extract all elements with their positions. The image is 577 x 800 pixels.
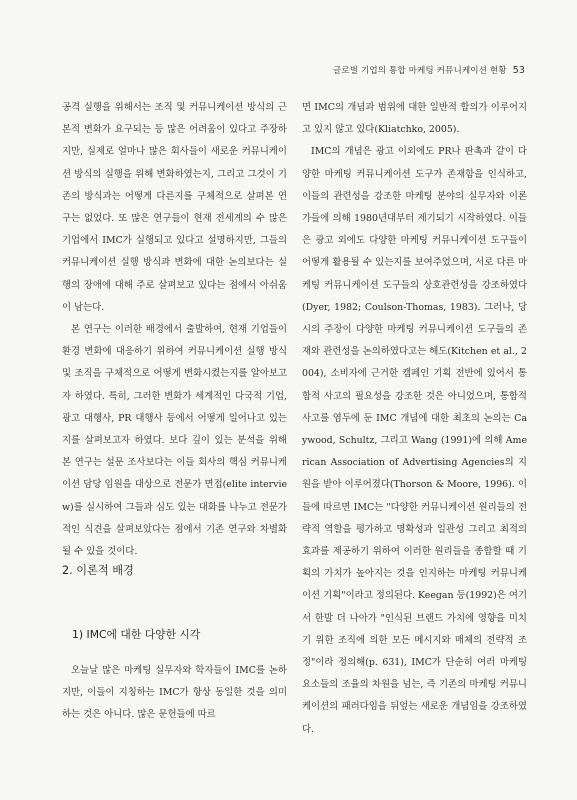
left-paragraph-2: 본 연구는 이러한 배경에서 출발하여, 현재 기업들이 환경 변화에 대응하기 위하여 커뮤니케이션 실행 방식 및 조직을 구체적으로 어떻게 변화시켰는지를 알아보고자 하였다. 특히, 그러한 변화가 세계적인 다국적 기업, 광고 대행사, PR 대행사 등에서 어떻게 일어나고 있는지를 살펴보고자 하였다. 보다 깊이 있는 분석을 위해 본 연구는 설문 조사보다는 이들 회사의 핵심 커뮤니케이션 담당 임원을 대상으로 전문가 면접(elite interview)를 실시하여 그들과 심도 있는 대화를 나누고 전문가적인 식견을 살펴보았다는 점에서 기존 연구와 차별화 될 수 있을 것이다. [62, 324, 287, 558]
running-head-title: 글로벌 기업의 통합 마케팅 커뮤니케이션 현황 [332, 66, 507, 76]
left-column [62, 97, 287, 563]
right-paragraph-1: 면 IMC의 개념과 범위에 대한 일반적 합의가 이루어지고 있지 않고 있다(Kliatchko, 2005). [302, 102, 527, 136]
right-paragraph-2: IMC의 개념은 광고 이외에도 PR나 판촉과 같이 다양한 마케팅 커뮤니케이션 도구가 존재함을 인식하고, 이들의 관련성을 강조한 마케팅 분야의 실무자와 이론가들에 의해 1980년대부터 제기되기 시작하였다. 이들은 광고 외에도 다양한 마케팅 커뮤니케이션 도구들이 어떻게 활용될 수 있는지를 보여주었으며, 서로 다른 마케팅 커뮤니케이션 도구들의 상호관련성을 강조하였다(Dyer, 1982; Coulson-Thomas, 1983). 그러나, 당시의 주장이 다양한 마케팅 커뮤니케이션 도구들의 존재와 관련성을 논의하였다고는 해도(Kitchen et al., 2004), 소비자에 근거한 캠페인 기획 전반에 있어서 통합적 사고의 필요성을 강조한 것은 아니었으며, 통합적 사고를 염두에 둔 IMC 개념에 대한 최초의 논의는 Caywood, Schultz, 그리고 Wang (1991)에 의해 American Association of Advertising Agencies의 지원을 받아 이루어졌다(Thorson & Moore, 1996). 이들에 따르면 IMC는 "다양한 커뮤니케이션 원리들의 전략적 역할을 평가하고 명확성과 일관성 그리고 최적의 효과를 제공하기 위하여 이러한 원리들을 종합할 때 기획의 가치가 높아지는 것을 인지하는 마케팅 커뮤니케이션 기획"이라고 정의된다. Keegan 등(1992)은 여기서 한발 더 나아가 "인식된 브랜드 가치에 영향을 미치기 위한 조직에 의한 모든 메시지와 매체의 전략적 조정"이라 정의해(p. 631), IMC가 단순히 여러 마케팅 요소들의 조율의 차원을 넘는, 즉 기존의 마케팅 커뮤니케이션의 패러다임을 뒤엎는 새로운 개념임을 강조하였다. [302, 146, 527, 735]
left-paragraph-1: 공격 실행을 위해서는 조직 및 커뮤니케이션 방식의 근본적 변화가 요구되는 등 많은 어려움이 있다고 주장하지만, 실제로 얼마나 많은 회사들이 새로운 커뮤니케이션 방식의 실행을 위해 변화하였는지, 그리고 그것이 기존의 방식과는 어떻게 다른지를 구체적으로 살펴본 연구는 없었다. 또 많은 연구들이 현재 전세계의 수 많은 기업에서 IMC가 실행되고 있다고 설명하지만, 그들의 커뮤니케이션 실행 방식과 변화에 대한 논의보다는 실행의 장애에 대해 주로 살펴보고 있다는 점에서 아쉬움이 남는다. [62, 102, 287, 313]
right-column [302, 97, 527, 741]
page-number: 53 [512, 65, 525, 76]
section-title: 2. 이론적 배경 [62, 564, 134, 577]
left-column-bottom [62, 660, 287, 727]
left-paragraph-3: 오늘날 많은 마케팅 실무자와 학자들이 IMC를 논하지만, 이들이 지칭하는 IMC가 항상 동일한 것을 의미하는 것은 아니다. 많은 문헌들에 따르 [62, 665, 287, 721]
subsection-title: 1) IMC에 대한 다양한 시각 [72, 628, 201, 641]
running-head [333, 64, 525, 76]
